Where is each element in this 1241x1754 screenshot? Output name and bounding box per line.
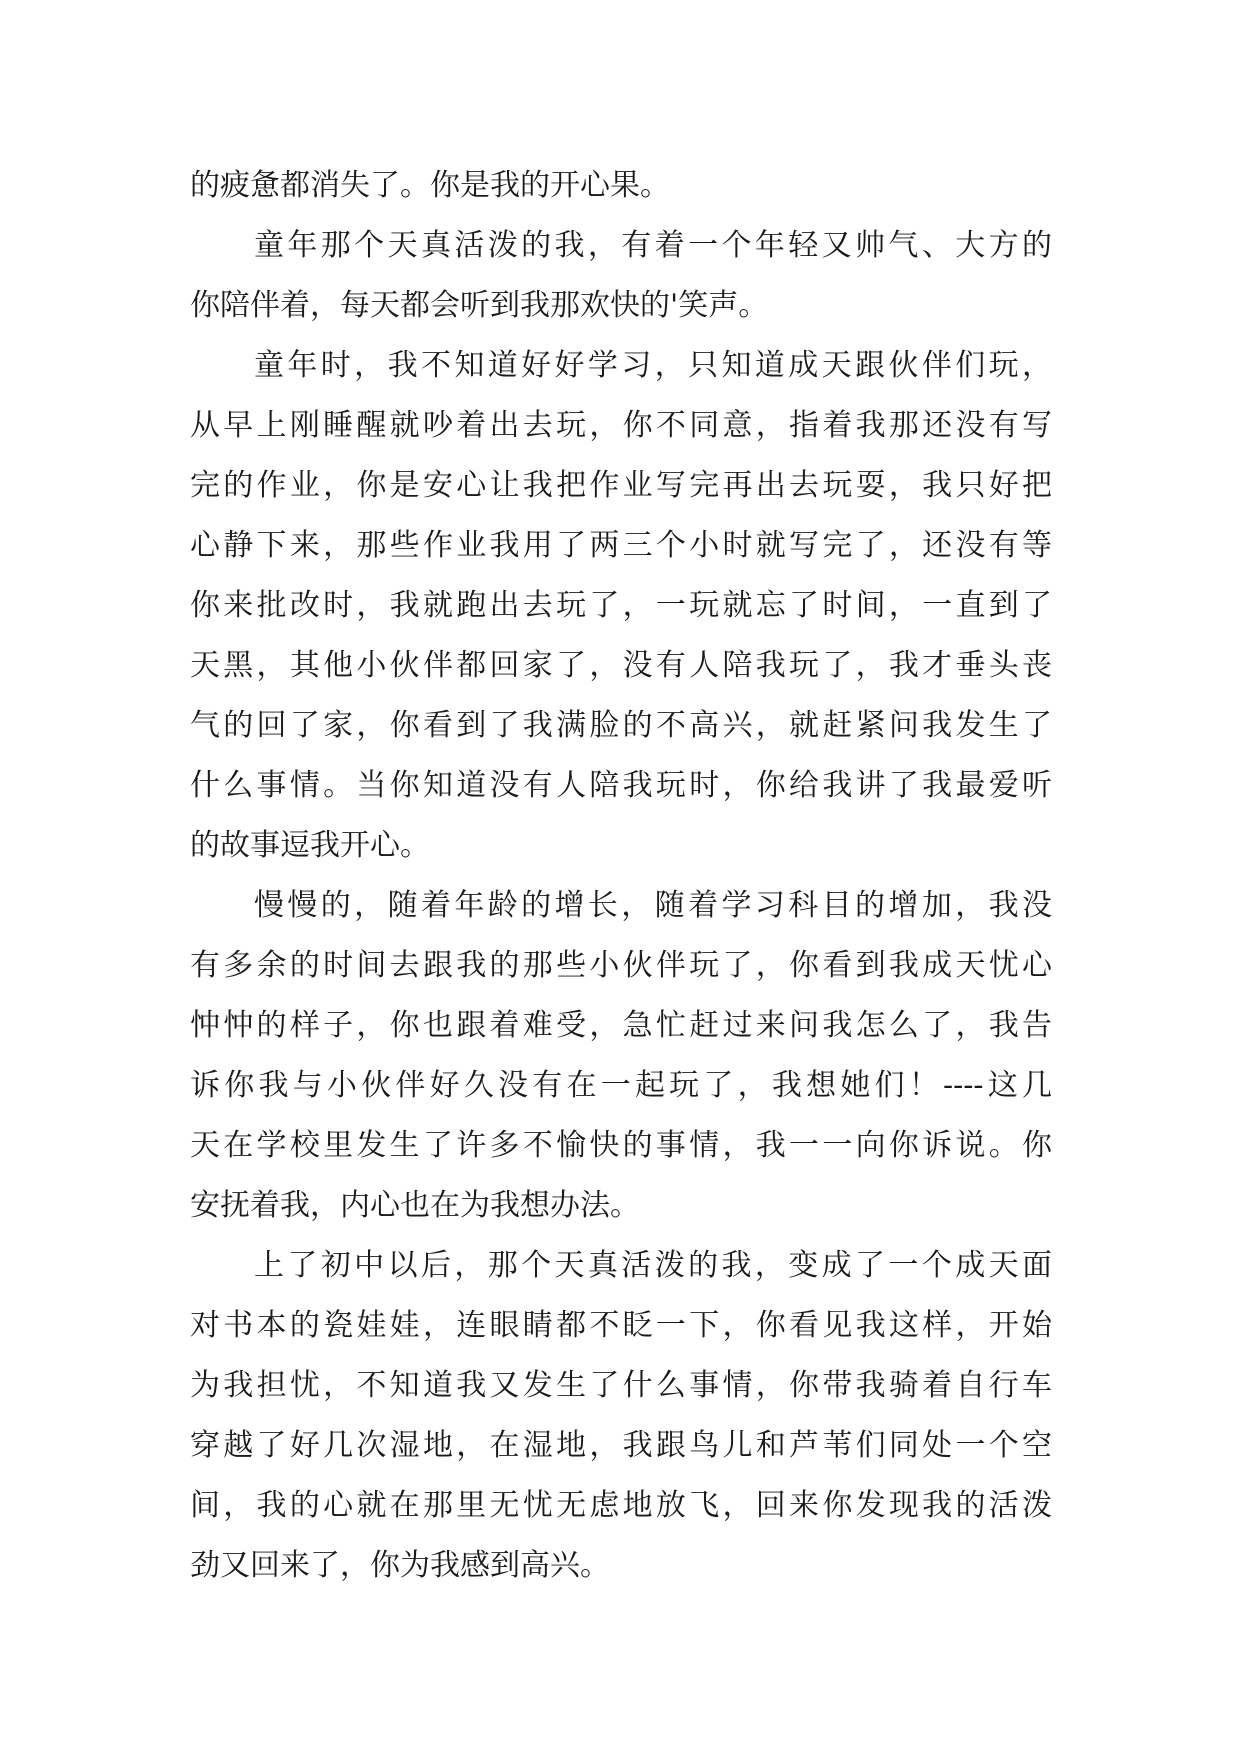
paragraph bbox=[190, 876, 1052, 1236]
text-line: 慢慢的，随着年龄的增长，随着学习科目的增加，我没 bbox=[254, 888, 1052, 923]
paragraph bbox=[190, 216, 1052, 336]
text-line: 完的作业，你是安心让我把作业写完再出去玩耍，我只好把 bbox=[190, 468, 1052, 503]
text-line: 的疲惫都消失了。你是我的开心果。 bbox=[190, 168, 670, 203]
text-line: 天在学校里发生了许多不愉快的事情，我一一向你诉说。你 bbox=[190, 1128, 1052, 1163]
text-line: 天黑，其他小伙伴都回家了，没有人陪我玩了，我才垂头丧 bbox=[190, 648, 1052, 683]
text-line: 心静下来，那些作业我用了两三个小时就写完了，还没有等 bbox=[190, 528, 1052, 563]
text-line: 劲又回来了，你为我感到高兴。 bbox=[190, 1548, 610, 1583]
text-line: 你陪伴着，每天都会听到我那欢快的'笑声。 bbox=[190, 288, 769, 323]
text-line: 你来批改时，我就跑出去玩了，一玩就忘了时间，一直到了 bbox=[190, 588, 1052, 623]
text-line: 的故事逗我开心。 bbox=[190, 828, 430, 863]
text-line: 气的回了家，你看到了我满脸的不高兴，就赶紧问我发生了 bbox=[190, 708, 1052, 743]
document-page bbox=[190, 156, 1052, 1596]
document-body bbox=[190, 156, 1052, 1596]
text-line: 安抚着我，内心也在为我想办法。 bbox=[190, 1188, 640, 1223]
text-line: 间，我的心就在那里无忧无虑地放飞，回来你发现我的活泼 bbox=[190, 1488, 1052, 1523]
paragraph bbox=[190, 156, 1052, 216]
text-line: 对书本的瓷娃娃，连眼睛都不眨一下，你看见我这样，开始 bbox=[190, 1308, 1052, 1343]
text-line: 什么事情。当你知道没有人陪我玩时，你给我讲了我最爱听 bbox=[190, 768, 1052, 803]
text-line: 诉你我与小伙伴好久没有在一起玩了，我想她们！----这几 bbox=[190, 1068, 1052, 1103]
text-line: 上了初中以后，那个天真活泼的我，变成了一个成天面 bbox=[254, 1248, 1052, 1283]
text-line: 童年时，我不知道好好学习，只知道成天跟伙伴们玩， bbox=[254, 348, 1052, 383]
text-line: 忡忡的样子，你也跟着难受，急忙赶过来问我怎么了，我告 bbox=[190, 1008, 1052, 1043]
text-line: 穿越了好几次湿地，在湿地，我跟鸟儿和芦苇们同处一个空 bbox=[190, 1428, 1052, 1463]
text-line: 童年那个天真活泼的我，有着一个年轻又帅气、大方的 bbox=[254, 228, 1052, 263]
text-line: 有多余的时间去跟我的那些小伙伴玩了，你看到我成天忧心 bbox=[190, 948, 1052, 983]
text-line: 从早上刚睡醒就吵着出去玩，你不同意，指着我那还没有写 bbox=[190, 408, 1052, 443]
paragraph bbox=[190, 1236, 1052, 1596]
text-line: 为我担忧，不知道我又发生了什么事情，你带我骑着自行车 bbox=[190, 1368, 1052, 1403]
paragraph bbox=[190, 336, 1052, 876]
